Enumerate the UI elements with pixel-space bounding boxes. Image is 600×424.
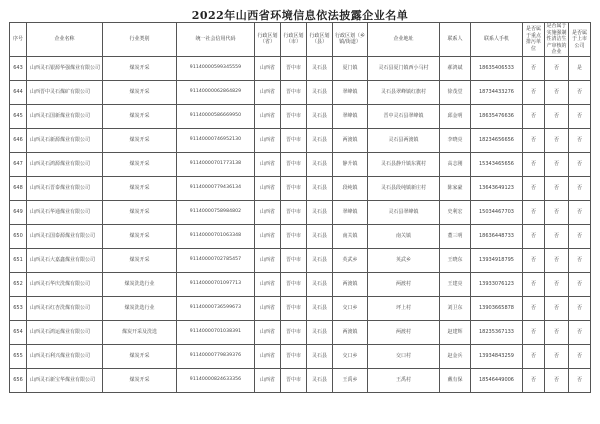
table-cell: 晋中市 (281, 104, 307, 128)
table-cell: 煤炭开采 (103, 224, 177, 248)
table-cell: 否 (523, 272, 545, 296)
table-cell: 否 (545, 152, 569, 176)
table-cell: 晋中灵石县翠峰镇 (368, 104, 440, 128)
table-cell: 高志刚 (440, 152, 471, 176)
table-cell: 两渡镇 (333, 320, 368, 344)
table-cell: 否 (569, 152, 591, 176)
column-header: 联系人 (440, 23, 471, 57)
table-cell: 否 (569, 368, 591, 392)
table-cell: 否 (545, 368, 569, 392)
table-cell: 煤炭开采 (103, 104, 177, 128)
table-cell: 山西省 (255, 296, 281, 320)
table-row (10, 296, 591, 320)
table-cell: 否 (569, 272, 591, 296)
table-cell: 648 (10, 176, 27, 200)
table-cell: 否 (523, 320, 545, 344)
table-cell: 山西灵石大嘉鑫煤业有限公司 (27, 248, 103, 272)
table-cell: 晋中市 (281, 344, 307, 368)
column-header: 企业名称 (27, 23, 103, 57)
table-cell: 山西省 (255, 56, 281, 80)
table-cell: 651 (10, 248, 27, 272)
table-cell: 段纯镇 (333, 176, 368, 200)
table-cell: 否 (523, 80, 545, 104)
table-cell: 91140000062864829 (177, 80, 255, 104)
table-cell: 煤炭开采 (103, 344, 177, 368)
table-cell: 灵石县 (307, 224, 333, 248)
table-cell: 煤炭开采 (103, 368, 177, 392)
table-cell: 灵石县 (307, 344, 333, 368)
table-cell: 否 (545, 176, 569, 200)
table-cell: 交口村 (368, 344, 440, 368)
table-cell: 山西灵石华通煤业有限公司 (27, 200, 103, 224)
enterprise-table (9, 22, 591, 393)
table-cell: 晋中市 (281, 176, 307, 200)
column-header: 行业类别 (103, 23, 177, 57)
table-cell: 煤炭开采 (103, 56, 177, 80)
table-cell: 否 (569, 224, 591, 248)
column-header: 行政区划（市） (281, 23, 307, 57)
table-body (10, 56, 591, 392)
table-cell: 655 (10, 344, 27, 368)
column-header: 序号 (10, 23, 27, 57)
table-cell: 晋中市 (281, 152, 307, 176)
table-cell: 晋中市 (281, 296, 307, 320)
column-header: 行政区划（县） (307, 23, 333, 57)
table-row (10, 344, 591, 368)
table-cell: 否 (569, 200, 591, 224)
table-cell: 18635476636 (471, 104, 523, 128)
table-row (10, 80, 591, 104)
table-cell: 否 (545, 104, 569, 128)
table-cell: 91140000736599673 (177, 296, 255, 320)
table-cell: 两渡镇 (333, 272, 368, 296)
table-cell: 山西省 (255, 248, 281, 272)
table-cell: 晋中市 (281, 224, 307, 248)
page-title: 2022年山西省环境信息依法披露企业名单 (191, 9, 409, 22)
table-cell: 晋中市 (281, 128, 307, 152)
table-cell: 晋中市 (281, 272, 307, 296)
table-cell: 山西灵石鸿源煤业有限公司 (27, 152, 103, 176)
table-cell: 否 (569, 176, 591, 200)
table-cell: 山西省 (255, 368, 281, 392)
table-cell: 山西灵石银源华强煤业有限公司 (27, 56, 103, 80)
table-cell: 否 (523, 224, 545, 248)
table-cell: 山西灵石鸿运煤业有限公司 (27, 320, 103, 344)
table-cell: 13903665878 (471, 296, 523, 320)
table-cell: 英武乡 (368, 248, 440, 272)
table-cell: 赵建辉 (440, 320, 471, 344)
table-cell: 山西省 (255, 104, 281, 128)
table-cell: 郝鸿斌 (440, 56, 471, 80)
table-cell: 山西灵石国新煤业有限公司 (27, 104, 103, 128)
table-row (10, 200, 591, 224)
table-cell: 91140000779839376 (177, 344, 255, 368)
table-cell: 煤炭洗选行业 (103, 272, 177, 296)
table-cell: 647 (10, 152, 27, 176)
table-cell: 山西省 (255, 128, 281, 152)
table-cell: 王禹村 (368, 368, 440, 392)
table-cell: 王建亮 (440, 272, 471, 296)
table-cell: 13934918795 (471, 248, 523, 272)
table-cell: 山西灵石华庆洗煤有限公司 (27, 272, 103, 296)
table-cell: 山西省 (255, 176, 281, 200)
table-cell: 煤炭开采 (103, 128, 177, 152)
table-cell: 654 (10, 320, 27, 344)
table-cell: 灵石县翠峰镇 (368, 200, 440, 224)
table-cell: 晋中市 (281, 368, 307, 392)
table-cell: 91140000779436134 (177, 176, 255, 200)
table-cell: 否 (569, 320, 591, 344)
table-cell: 91140000599345559 (177, 56, 255, 80)
table-cell: 否 (545, 344, 569, 368)
table-cell: 戴有保 (440, 368, 471, 392)
table-cell: 南关镇 (333, 224, 368, 248)
table-cell: 刘卫东 (440, 296, 471, 320)
table-cell: 否 (569, 128, 591, 152)
table-cell: 91140000824633356 (177, 368, 255, 392)
table-cell: 灵石县翠峰镇红旗村 (368, 80, 440, 104)
table-cell: 山西灵石新宝华煤业有限公司 (27, 368, 103, 392)
table-cell: 否 (545, 128, 569, 152)
table-cell: 山西灵石晋泰煤业有限公司 (27, 176, 103, 200)
table-cell: 646 (10, 128, 27, 152)
table-cell: 否 (545, 80, 569, 104)
table-cell: 否 (523, 128, 545, 152)
table-cell: 91140000758984802 (177, 200, 255, 224)
table-cell: 董三明 (440, 224, 471, 248)
table-cell: 翠峰镇 (333, 80, 368, 104)
column-header: 联系人手机 (471, 23, 523, 57)
table-row (10, 128, 591, 152)
table-cell: 灵石县 (307, 80, 333, 104)
table-cell: 否 (545, 296, 569, 320)
table-cell: 656 (10, 368, 27, 392)
table-cell: 灵石县静升镇东冀村 (368, 152, 440, 176)
table-row (10, 320, 591, 344)
table-cell: 灵石县 (307, 200, 333, 224)
table-cell: 645 (10, 104, 27, 128)
table-cell: 13934843259 (471, 344, 523, 368)
table-cell: 91140000701097713 (177, 272, 255, 296)
table-row (10, 224, 591, 248)
table-cell: 史利宏 (440, 200, 471, 224)
column-header: 统一社会信用代码 (177, 23, 255, 57)
table-cell: 灵石县两渡镇 (368, 128, 440, 152)
table-cell: 山西省 (255, 224, 281, 248)
table-cell: 两渡村 (368, 320, 440, 344)
table-cell: 晋中市 (281, 200, 307, 224)
table-cell: 煤炭开采 (103, 248, 177, 272)
table-cell: 15034467703 (471, 200, 523, 224)
table-cell: 英武乡 (333, 248, 368, 272)
table-cell: 否 (523, 248, 545, 272)
table-cell: 煤炭开采 (103, 80, 177, 104)
table-cell: 交口乡 (333, 344, 368, 368)
table-cell: 煤炭开采 (103, 200, 177, 224)
table-cell: 徐茂堂 (440, 80, 471, 104)
table-cell: 653 (10, 296, 27, 320)
table-cell: 否 (523, 368, 545, 392)
table-cell: 否 (545, 224, 569, 248)
table-cell: 山西灵石红杏洗煤有限公司 (27, 296, 103, 320)
table-cell: 灵石县 (307, 56, 333, 80)
table-cell: 山西灵石国泰源煤业有限公司 (27, 224, 103, 248)
table-cell: 灵石县 (307, 104, 333, 128)
table-cell: 邱金明 (440, 104, 471, 128)
table-cell: 18636448733 (471, 224, 523, 248)
table-cell: 是 (569, 56, 591, 80)
table-cell: 643 (10, 56, 27, 80)
table-cell: 91140000701063348 (177, 224, 255, 248)
table-cell: 翠峰镇 (333, 104, 368, 128)
table-cell: 否 (523, 344, 545, 368)
table-cell: 否 (569, 248, 591, 272)
table-cell: 灵石县 (307, 296, 333, 320)
table-cell: 91140000586669950 (177, 104, 255, 128)
table-cell: 山西灵石利兴煤业有限公司 (27, 344, 103, 368)
table-cell: 山西省 (255, 272, 281, 296)
column-header: 企业地址 (368, 23, 440, 57)
table-cell: 否 (569, 296, 591, 320)
table-cell: 650 (10, 224, 27, 248)
table-cell: 18734433276 (471, 80, 523, 104)
table-cell: 煤炭开采 (103, 176, 177, 200)
table-cell: 灵石县 (307, 248, 333, 272)
table-cell: 灵石县夏门镇西小马村 (368, 56, 440, 80)
table-cell: 山西省 (255, 200, 281, 224)
table-cell: 否 (523, 176, 545, 200)
table-row (10, 152, 591, 176)
table-cell: 李晓亮 (440, 128, 471, 152)
table-cell: 15343465656 (471, 152, 523, 176)
table-cell: 否 (523, 152, 545, 176)
table-cell: 否 (523, 56, 545, 80)
column-header: 是否属于实施强制性清洁生产审核的企业 (546, 23, 567, 55)
table-cell: 煤炭洗选行业 (103, 296, 177, 320)
table-cell: 静升镇 (333, 152, 368, 176)
table-cell: 18635406533 (471, 56, 523, 80)
table-cell: 91140000701773138 (177, 152, 255, 176)
table-cell: 翠峰镇 (333, 200, 368, 224)
table-cell: 否 (545, 56, 569, 80)
table-cell: 交口乡 (333, 296, 368, 320)
table-cell: 夏门镇 (333, 56, 368, 80)
table-cell: 晋中市 (281, 80, 307, 104)
table-cell: 灵石县 (307, 128, 333, 152)
table-cell: 灵石县 (307, 272, 333, 296)
table-cell: 18234656656 (471, 128, 523, 152)
table-cell: 煤炭开采及洗选 (103, 320, 177, 344)
table-row (10, 104, 591, 128)
table-row (10, 272, 591, 296)
table-cell: 91140000746952130 (177, 128, 255, 152)
table-cell: 否 (545, 248, 569, 272)
table-cell: 山西晋中灵石煤矿有限公司 (27, 80, 103, 104)
table-cell: 否 (545, 272, 569, 296)
table-cell: 灵石县 (307, 368, 333, 392)
table-cell: 否 (569, 104, 591, 128)
table-row (10, 176, 591, 200)
table-cell: 灵石县 (307, 152, 333, 176)
table-cell: 否 (523, 296, 545, 320)
table-cell: 陈家豪 (440, 176, 471, 200)
table-cell: 13933076123 (471, 272, 523, 296)
table-row (10, 248, 591, 272)
table-cell: 山西省 (255, 152, 281, 176)
column-header: 行政区划（乡镇/街道） (333, 23, 368, 57)
table-cell: 王晓东 (440, 248, 471, 272)
column-header: 是否属于重点排污单位 (523, 23, 545, 57)
table-cell: 18235367133 (471, 320, 523, 344)
table-cell: 山西省 (255, 320, 281, 344)
header-row (10, 23, 591, 57)
table-cell: 649 (10, 200, 27, 224)
table-cell: 91140000702785457 (177, 248, 255, 272)
table-cell: 两渡镇 (333, 128, 368, 152)
table-cell: 否 (569, 344, 591, 368)
table-cell: 否 (545, 200, 569, 224)
table-cell: 灵石县段纯镇新庄村 (368, 176, 440, 200)
table-row (10, 56, 591, 80)
table-cell: 赵金兵 (440, 344, 471, 368)
table-cell: 山西省 (255, 80, 281, 104)
table-cell: 王禹乡 (333, 368, 368, 392)
table-cell: 652 (10, 272, 27, 296)
table-cell: 晋中市 (281, 320, 307, 344)
table-cell: 煤炭开采 (103, 152, 177, 176)
table-cell: 晋中市 (281, 248, 307, 272)
table-cell: 晋中市 (281, 56, 307, 80)
table-cell: 山西省 (255, 344, 281, 368)
table-cell: 否 (523, 104, 545, 128)
column-header: 行政区划（省） (255, 23, 281, 57)
table-cell: 91140000701038391 (177, 320, 255, 344)
table-cell: 南关镇 (368, 224, 440, 248)
table-cell: 否 (523, 200, 545, 224)
table-cell: 山西灵石新源煤业有限公司 (27, 128, 103, 152)
table-cell: 灵石县 (307, 320, 333, 344)
table-cell: 坪上村 (368, 296, 440, 320)
column-header: 是否属于上市公司 (569, 23, 591, 57)
table-cell: 644 (10, 80, 27, 104)
table-cell: 灵石县 (307, 176, 333, 200)
table-cell: 18546449006 (471, 368, 523, 392)
table-cell: 13643649123 (471, 176, 523, 200)
table-cell: 否 (545, 320, 569, 344)
table-cell: 否 (569, 80, 591, 104)
table-row (10, 368, 591, 392)
table-cell: 两渡村 (368, 272, 440, 296)
